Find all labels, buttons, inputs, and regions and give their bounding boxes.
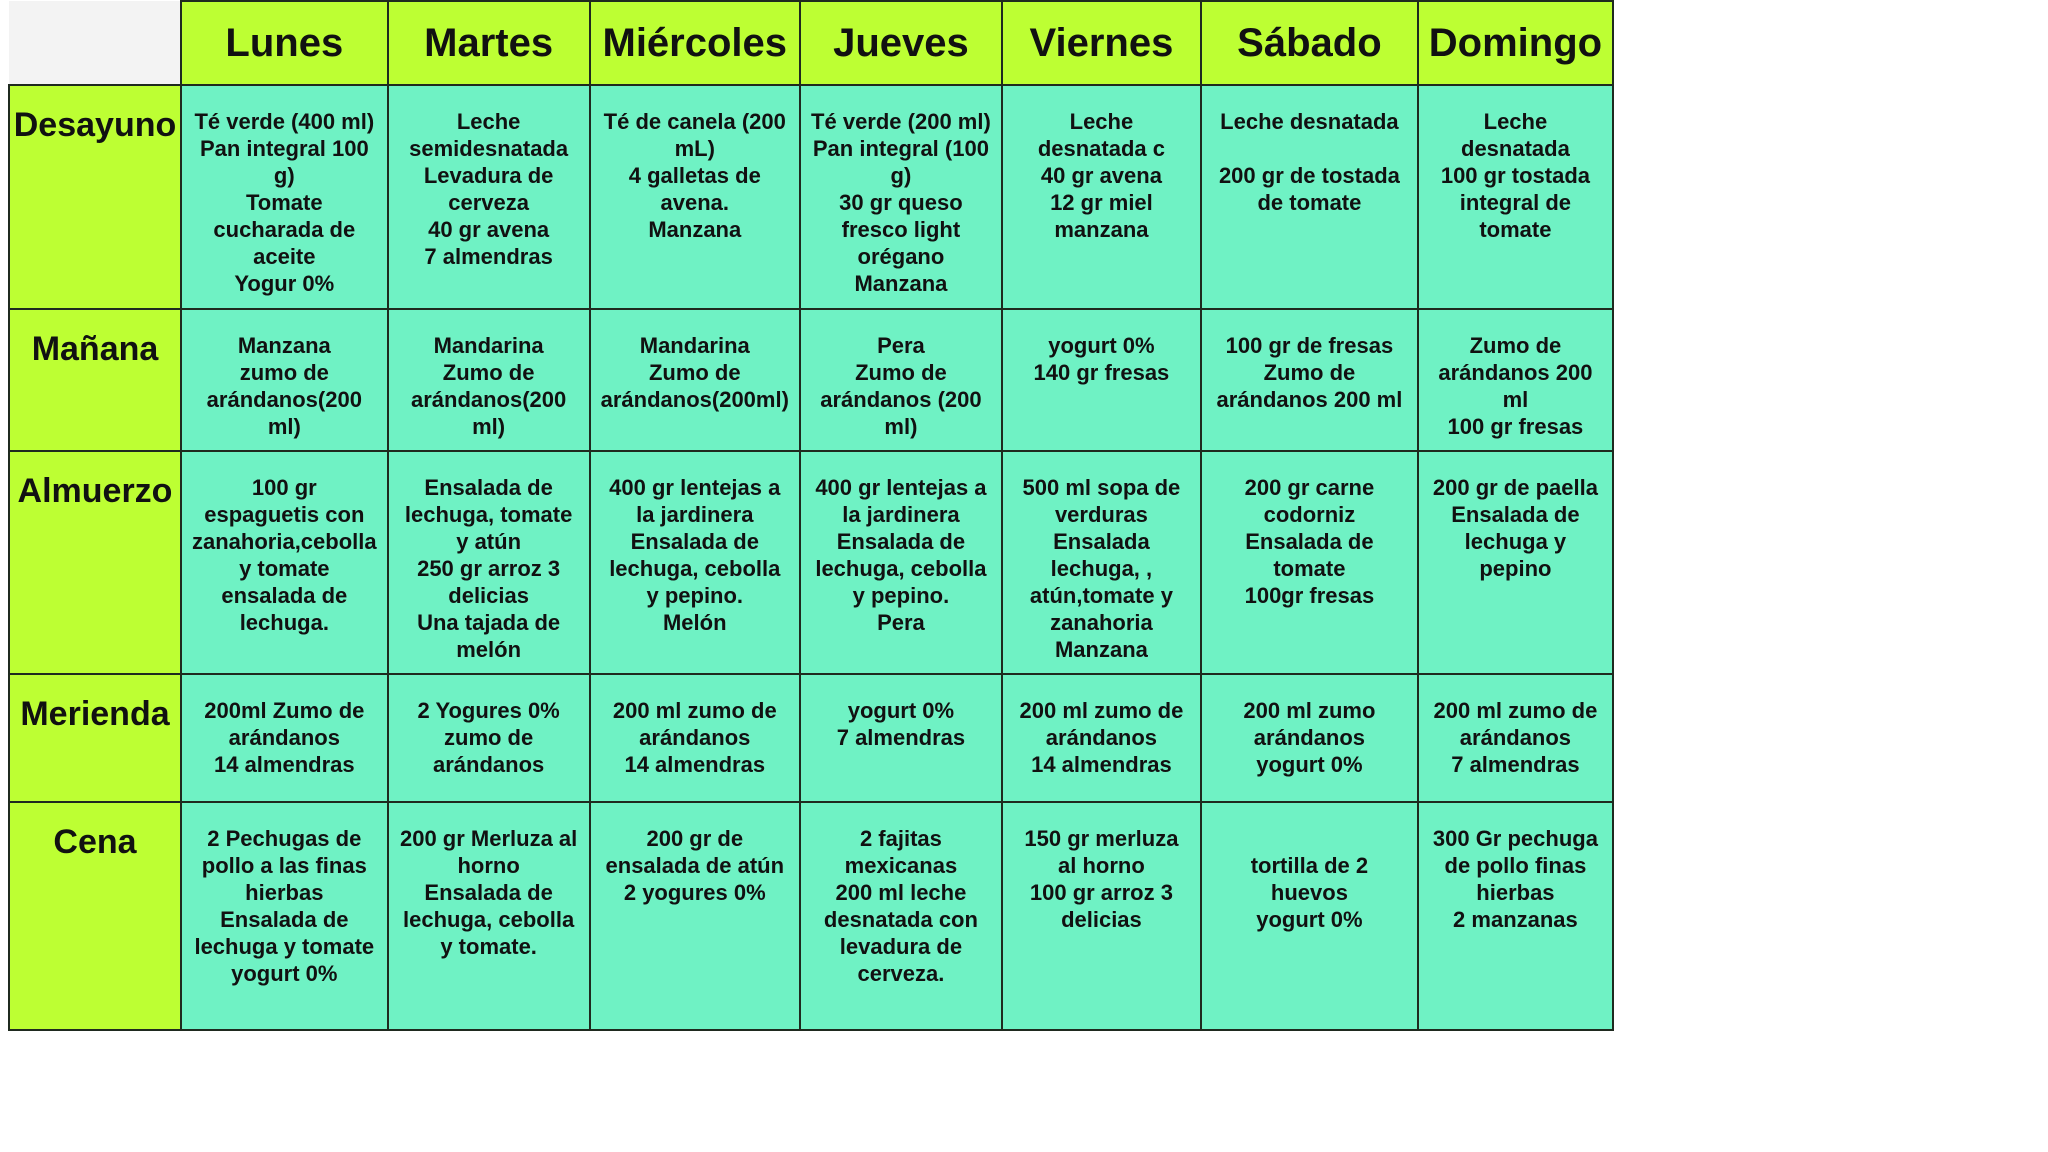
meal-header: Cena	[9, 802, 181, 1030]
meal-header: Merienda	[9, 674, 181, 802]
meal-cell: 400 gr lentejas a la jardinera Ensalada de lechuga, cebolla y pepino. Melón	[590, 451, 800, 674]
meal-cell: 2 fajitas mexicanas 200 ml leche desnatada con levadura de cerveza.	[800, 802, 1002, 1030]
meal-cell: tortilla de 2 huevos yogurt 0%	[1201, 802, 1418, 1030]
meal-cell: 300 Gr pechuga de pollo finas hierbas 2 manzanas	[1418, 802, 1613, 1030]
meal-header: Desayuno	[9, 85, 181, 309]
day-header: Miércoles	[590, 1, 800, 85]
meal-cell: 2 Pechugas de pollo a las finas hierbas Ensalada de lechuga y tomate yogurt 0%	[181, 802, 388, 1030]
meal-cell: 200 gr de ensalada de atún 2 yogures 0%	[590, 802, 800, 1030]
meal-cell: yogurt 0% 7 almendras	[800, 674, 1002, 802]
weekly-meal-plan-table	[8, 0, 1614, 1031]
meal-cell: 200 ml zumo de arándanos 14 almendras	[590, 674, 800, 802]
meal-cell: Leche desnatada 200 gr de tostada de tomate	[1201, 85, 1418, 309]
meal-cell: 200 gr Merluza al horno Ensalada de lechuga, cebolla y tomate.	[388, 802, 590, 1030]
meal-cell: Manzana zumo de arándanos(200 ml)	[181, 309, 388, 451]
meal-cell: Pera Zumo de arándanos (200 ml)	[800, 309, 1002, 451]
meal-cell: 100 gr espaguetis con zanahoria,cebolla y tomate ensalada de lechuga.	[181, 451, 388, 674]
meal-header: Mañana	[9, 309, 181, 451]
meal-cell: 100 gr de fresas Zumo de arándanos 200 ml	[1201, 309, 1418, 451]
meal-cell: Leche desnatada 100 gr tostada integral de tomate	[1418, 85, 1613, 309]
meal-cell: 200 gr de paella Ensalada de lechuga y pepino	[1418, 451, 1613, 674]
meal-cell: 500 ml sopa de verduras Ensalada lechuga, , atún,tomate y zanahoria Manzana	[1002, 451, 1201, 674]
meal-cell: Té verde (400 ml) Pan integral 100 g) Tomate cucharada de aceite Yogur 0%	[181, 85, 388, 309]
day-header: Jueves	[800, 1, 1002, 85]
meal-row-cena	[9, 802, 1613, 1030]
day-header-row	[9, 1, 1613, 85]
meal-cell: 200 ml zumo arándanos yogurt 0%	[1201, 674, 1418, 802]
day-header: Viernes	[1002, 1, 1201, 85]
day-header: Sábado	[1201, 1, 1418, 85]
day-header: Martes	[388, 1, 590, 85]
meal-cell: Ensalada de lechuga, tomate y atún 250 gr arroz 3 delicias Una tajada de melón	[388, 451, 590, 674]
meal-cell: Leche semidesnatada Levadura de cerveza 40 gr avena 7 almendras	[388, 85, 590, 309]
meal-cell: 150 gr merluza al horno 100 gr arroz 3 delicias	[1002, 802, 1201, 1030]
day-header: Lunes	[181, 1, 388, 85]
meal-cell: Zumo de arándanos 200 ml 100 gr fresas	[1418, 309, 1613, 451]
meal-cell: Leche desnatada c 40 gr avena 12 gr miel manzana	[1002, 85, 1201, 309]
meal-cell: 200 ml zumo de arándanos 7 almendras	[1418, 674, 1613, 802]
day-header: Domingo	[1418, 1, 1613, 85]
meal-cell: Té verde (200 ml) Pan integral (100 g) 30 gr queso fresco light orégano Manzana	[800, 85, 1002, 309]
meal-cell: 200 gr carne codorniz Ensalada de tomate 100gr fresas	[1201, 451, 1418, 674]
meal-cell: 2 Yogures 0% zumo de arándanos	[388, 674, 590, 802]
meal-cell: 200 ml zumo de arándanos 14 almendras	[1002, 674, 1201, 802]
meal-cell: Té de canela (200 mL) 4 galletas de avena. Manzana	[590, 85, 800, 309]
meal-cell: yogurt 0% 140 gr fresas	[1002, 309, 1201, 451]
meal-row-almuerzo	[9, 451, 1613, 674]
meal-cell: 400 gr lentejas a la jardinera Ensalada de lechuga, cebolla y pepino. Pera	[800, 451, 1002, 674]
meal-header: Almuerzo	[9, 451, 181, 674]
meal-row-manana	[9, 309, 1613, 451]
meal-cell: Mandarina Zumo de arándanos(200ml)	[590, 309, 800, 451]
meal-row-merienda	[9, 674, 1613, 802]
meal-cell: Mandarina Zumo de arándanos(200 ml)	[388, 309, 590, 451]
meal-row-desayuno	[9, 85, 1613, 309]
corner-cell	[9, 1, 181, 85]
meal-cell: 200ml Zumo de arándanos 14 almendras	[181, 674, 388, 802]
